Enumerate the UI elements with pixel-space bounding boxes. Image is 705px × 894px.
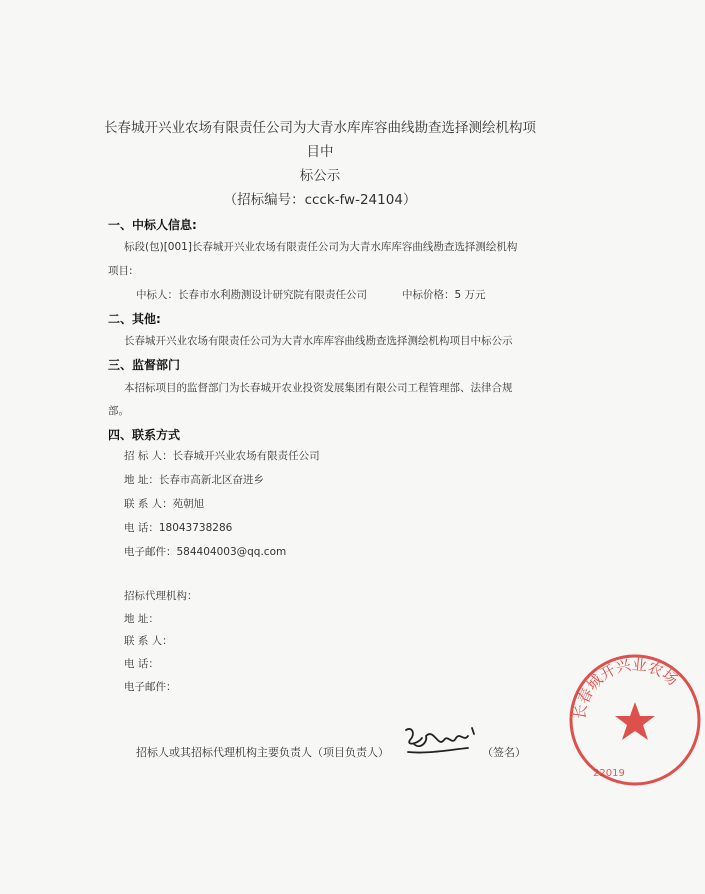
contact-phone: 电 话：18043738286 (124, 522, 233, 534)
signature-label: 招标人或其招标代理机构主要负责人（项目负责人） (136, 746, 389, 759)
contact-address: 地 址：长春市高新北区奋进乡 (124, 474, 264, 486)
section-winner-heading: 一、中标人信息: (108, 218, 197, 232)
agency-address: 地 址： (124, 613, 159, 625)
winner-name: 中标人：长春市水利勘测设计研究院有限责任公司 (136, 289, 367, 301)
document-title (100, 116, 540, 212)
seal-star-icon (615, 702, 655, 740)
other-text: 长春城开兴业农场有限责任公司为大青水库库容曲线勘查选择测绘机构项目中标公示 (124, 335, 513, 347)
section-supervision-heading: 三、监督部门 (108, 358, 181, 372)
agency-person: 联 系 人： (124, 635, 173, 647)
svg-text:长春城开兴业农场 (571, 656, 682, 721)
seal-code: 22019 (593, 768, 625, 779)
section-contact-heading: 四、联系方式 (108, 428, 181, 442)
project-line-1: 标段(包)[001]长春城开兴业农场有限责任公司为大青水库库容曲线勘查选择测绘机构 (124, 241, 518, 253)
contact-tenderer: 招 标 人：长春城开兴业农场有限责任公司 (124, 450, 320, 462)
handwritten-signature (398, 720, 488, 760)
signature-suffix: （签名） (482, 746, 526, 759)
agency-heading: 招标代理机构： (124, 590, 198, 602)
tender-code: （招标编号：ccck-fw-24104） (223, 192, 417, 208)
contact-email: 电子邮件：584404003@qq.com (124, 546, 287, 558)
title-line-1: 长春城开兴业农场有限责任公司为大青水库库容曲线勘查选择测绘机构项目中 (104, 120, 536, 160)
title-line-2: 标公示 (299, 168, 341, 184)
seal-arc-text: 长春城开兴业农场 (570, 655, 682, 721)
project-line-2: 项目: (108, 265, 133, 277)
supervision-line-1: 本招标项目的监督部门为长春城开农业投资发展集团有限公司工程管理部、法律合规 (124, 382, 513, 394)
contact-person: 联 系 人：苑朝旭 (124, 498, 205, 510)
supervision-line-2: 部。 (108, 405, 129, 417)
agency-email: 电子邮件： (124, 681, 177, 693)
agency-phone: 电 话： (124, 658, 159, 670)
official-seal-stamp (565, 650, 705, 790)
section-other-heading: 二、其他: (108, 312, 161, 326)
winning-price: 中标价格：5 万元 (402, 289, 486, 301)
